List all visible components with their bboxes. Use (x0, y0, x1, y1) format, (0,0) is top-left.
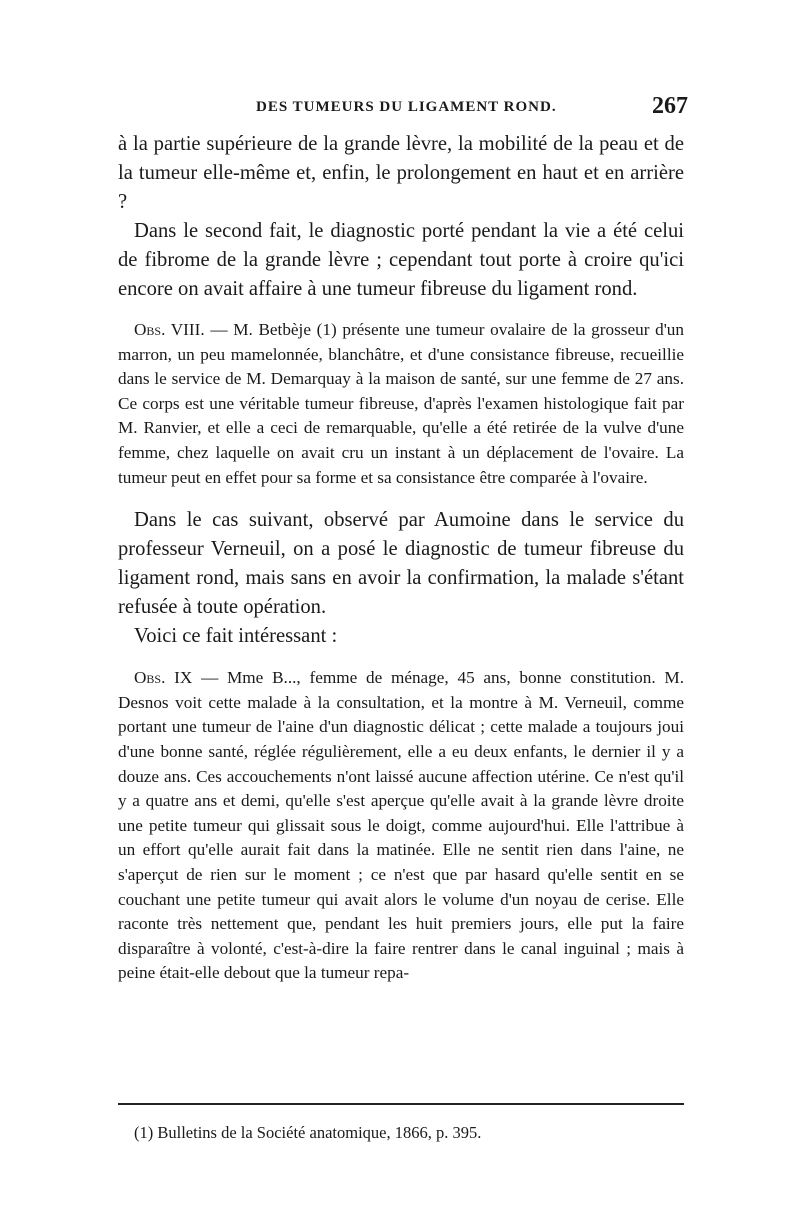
paragraph-following-case: Dans le cas suivant, observé par Aumoine dans le service du professeur Verneuil, on a posé le diagnostic de tumeur fibreuse du ligament rond, mais sans en avoir la confirmation, la malade s'étant refusée à toute opération. (118, 509, 684, 619)
paragraph-introduction: Voici ce fait intéressant : (134, 625, 338, 648)
observation-ix-label: Obs. IX (134, 668, 193, 688)
paragraph-continuation: à la partie supérieure de la grande lèvre, la mobilité de la peau et de la tumeur elle-même et, enfin, le prolongement en haut et en arrière ? (118, 133, 684, 213)
page-header (118, 93, 688, 127)
running-title: DES TUMEURS DU LIGAMENT ROND. (256, 99, 557, 115)
observation-viii (118, 318, 684, 490)
footnote: (1) Bulletins de la Société anatomique, 1866, p. 395. (134, 1123, 482, 1142)
page-number: 267 (652, 93, 688, 119)
observation-viii-label: Obs. VIII. (134, 320, 205, 339)
page-body (118, 130, 684, 986)
observation-ix-text: — Mme B..., femme de ménage, 45 ans, bonne constitution. M. Desnos voit cette malade à la consultation, et la montre à M. Verneuil, comme portant une tumeur de l'aine d'un diagnostic délicat ; cette malade a toujours joui d'une bonne santé, réglée régulièrement, elle a eu deux enfants, le dernier il y a douze ans. Ces accouchements n'ont laissé aucune affection utérine. Ce n'est qu'il y a quatre ans et demi, qu'elle s'est aperçue qu'elle avait à la grande lèvre droite une petite tumeur qui glissait sous le doigt, comme aujourd'hui. Elle l'attribue à un effort qu'elle aurait fait dans la matinée. Elle ne sentit rien dans l'aine, ne s'aperçut de rien sur le moment ; ce n'est que par hasard qu'elle sentit en se couchant une petite tumeur qui avait alors le volume d'un noyau de cerise. Elle raconte très nettement que, pendant les huit premiers jours, elle put la faire disparaître à volonté, c'est-à-dire la faire rentrer dans le canal inguinal ; mais à peine était-elle debout que la tumeur repa- (118, 668, 684, 983)
observation-viii-text: — M. Betbèje (1) présente une tumeur ovalaire de la grosseur d'un marron, un peu mamelonnée, blanchâtre, et d'une consistance fibreuse, recueillie dans le service de M. Demarquay à la maison de santé, sur une femme de 27 ans. Ce corps est une véritable tumeur fibreuse, d'après l'examen histologique fait par M. Ranvier, et elle a ceci de remarquable, qu'elle a été retirée de la vulve d'une femme, chez laquelle on avait cru un instant à un déplacement de l'ovaire. La tumeur peut en effet pour sa forme et sa consistance être comparée à l'ovaire. (118, 320, 684, 487)
observation-ix (118, 666, 684, 986)
footnote-divider (118, 1103, 684, 1105)
paragraph-second-case: Dans le second fait, le diagnostic porté pendant la vie a été celui de fibrome de la grande lèvre ; cependant tout porte à croire qu'ici encore on avait affaire à une tumeur fibreuse du ligament rond. (118, 220, 684, 300)
